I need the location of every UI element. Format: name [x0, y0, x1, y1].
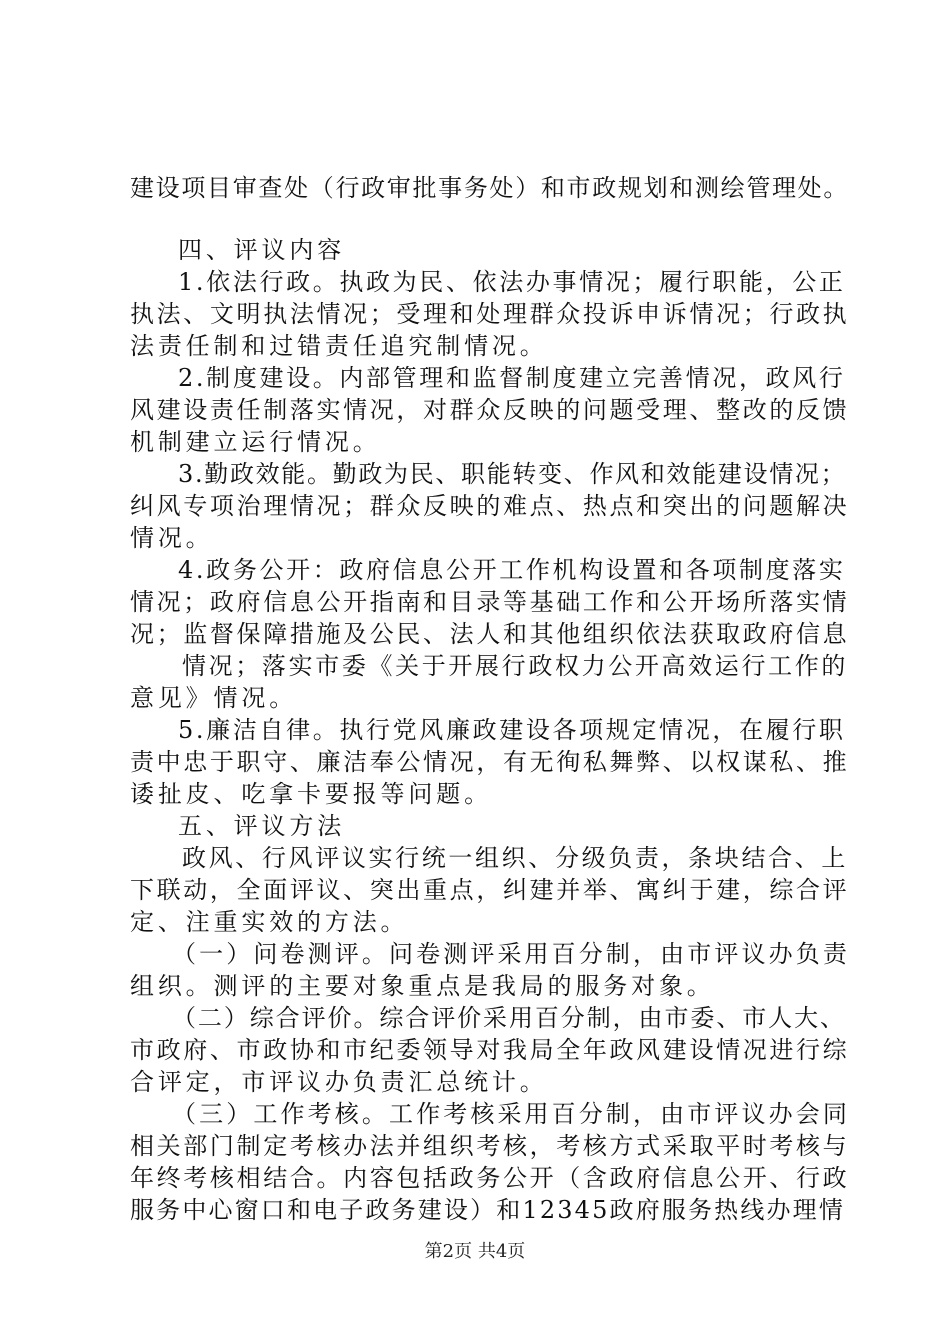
text-line: 建设项目审查处（行政审批事务处）和市政规划和测绘管理处。	[130, 174, 850, 202]
section-heading: 五、评议方法	[178, 812, 346, 840]
text-line: 相关部门制定考核办法并组织考核，考核方式采取平时考核与	[130, 1132, 850, 1160]
text-line: 组织。测评的主要对象重点是我局的服务对象。	[130, 972, 715, 1000]
text-line: 况；监督保障措施及公民、法人和其他组织依法获取政府信息	[130, 620, 850, 648]
paragraph-gap	[130, 204, 850, 234]
text-line: 政风、行风评议实行统一组织、分级负责，条块结合、上	[182, 844, 848, 872]
text-line: 1.依法行政。执政为民、依法办事情况；履行职能，公正	[178, 268, 846, 296]
text-line: 服务中心窗口和电子政务建设）和12345政府服务热线办理情	[130, 1196, 845, 1224]
text-line: 年终考核相结合。内容包括政务公开（含政府信息公开、行政	[130, 1164, 850, 1192]
text-line: 机制建立运行情况。	[130, 428, 381, 456]
text-line: 5.廉洁自律。执行党风廉政建设各项规定情况，在履行职	[178, 716, 846, 744]
text-line: 情况。	[130, 524, 214, 552]
text-line: 3.勤政效能。勤政为民、职能转变、作风和效能建设情况；	[178, 460, 847, 488]
text-line: 定、注重实效的方法。	[130, 908, 409, 936]
text-line: 情况；落实市委《关于开展行政权力公开高效运行工作的	[182, 652, 848, 680]
text-line: 市政府、市政协和市纪委领导对我局全年政风建设情况进行综	[130, 1036, 850, 1064]
text-line: 2.制度建设。内部管理和监督制度建立完善情况，政风行	[178, 364, 846, 392]
page-footer	[0, 1240, 950, 1264]
text-line: 风建设责任制落实情况，对群众反映的问题受理、整改的反馈	[130, 396, 850, 424]
text-line: （三）工作考核。工作考核采用百分制，由市评议办会同	[172, 1100, 850, 1128]
section-heading: 四、评议内容	[178, 236, 346, 264]
text-line: 4.政务公开：政府信息公开工作机构设置和各项制度落实	[178, 556, 846, 584]
text-line: 诿扯皮、吃拿卡要报等问题。	[130, 780, 492, 808]
text-line: 下联动，全面评议、突出重点，纠建并举、寓纠于建，综合评	[130, 876, 850, 904]
text-line: 执法、文明执法情况；受理和处理群众投诉申诉情况；行政执	[130, 300, 850, 328]
document-body	[130, 172, 850, 1258]
text-line: （一）问卷测评。问卷测评采用百分制，由市评议办负责	[172, 940, 850, 968]
text-line: 意见》情况。	[130, 684, 298, 712]
text-line: （二）综合评价。综合评价采用百分制，由市委、市人大、	[172, 1004, 846, 1032]
text-line: 法责任制和过错责任追究制情况。	[130, 332, 548, 360]
text-line: 合评定，市评议办负责汇总统计。	[130, 1068, 548, 1096]
text-line: 情况；政府信息公开指南和目录等基础工作和公开场所落实情	[130, 588, 850, 616]
text-line: 责中忠于职守、廉洁奉公情况，有无徇私舞弊、以权谋私、推	[130, 748, 850, 776]
page-number-label: 第2页 共4页	[424, 1241, 526, 1262]
text-line: 纠风专项治理情况；群众反映的难点、热点和突出的问题解决	[130, 492, 850, 520]
